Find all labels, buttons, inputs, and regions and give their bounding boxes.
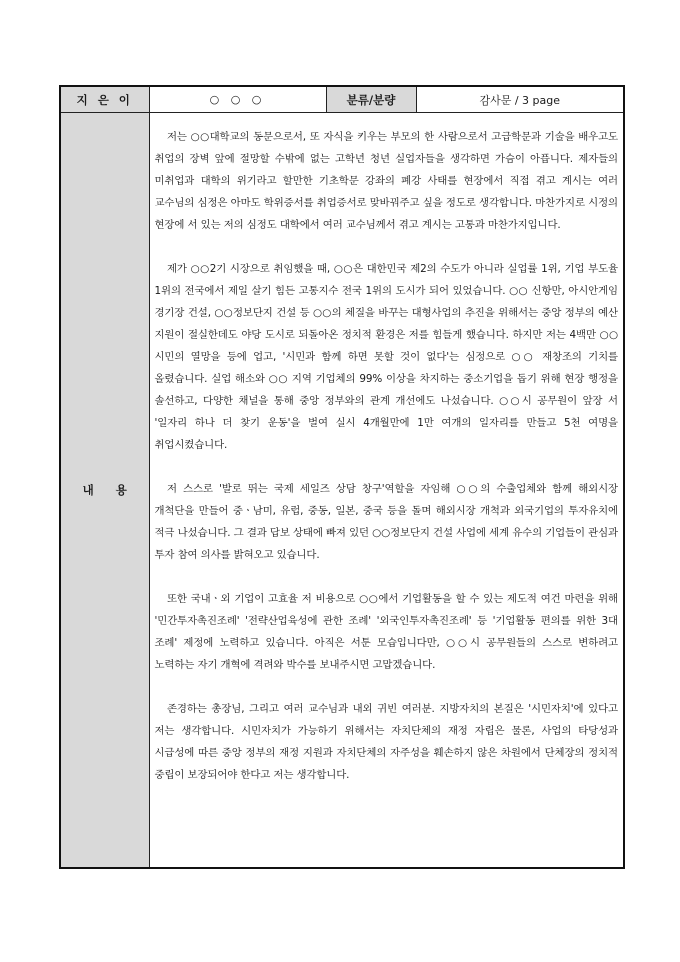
- paragraph-1: 저는 ○○대학교의 동문으로서, 또 자식을 키우는 부모의 한 사람으로서 고급학문과 기술을 배우고도 취업의 장벽 앞에 절망할 수밖에 없는 고학년 청년 실업자들을 생각하면 가슴이 아픕니다. 제자들의 미취업과 대학의 위기라고 할만한 기초학문 강좌의 폐강 사태를 현장에서 직접 겪고 계시는 여러 교수님의 심정은 아마도 학위증서를 취업증서로 맞바꿔주고 싶을 정도로 생각합니다. 마찬가지로 시정의 현장에 서 있는 저의 심정도 대학에서 여러 교수님께서 겪고 계시는 고통과 마찬가지입니다.: [154, 131, 618, 231]
- paragraph-2: 제가 ○○2기 시장으로 취임했을 때, ○○은 대한민국 제2의 수도가 아니라 실업률 1위, 기업 부도율 1위의 전국에서 제일 살기 힘든 고통지수 전국 1위의 도시가 되어 있었습니다. ○○ 신항만, 아시안게임 경기장 건설, ○○정보단지 건설 등 ○○의 체질을 바꾸는 대형사업의 추진을 위해서는 중앙 정부의 예산 지원이 절실한데도 야당 도시로 되돌아온 정치적 환경은 저를 힘들게 했습니다. 하지만 저는 4백만 ○○ 시민의 열망을 등에 업고, '시민과 함께 하면 못할 것이 없다'는 심정으로 ○○ 재창조의 기치를 올렸습니다. 실업 해소와 ○○ 지역 기업체의 99% 이상을 차지하는 중소기업을 돕기 위해 현장 행정을 솔선하고, 다양한 채널을 통해 중앙 정부와의 관계 개선에도 나섰습니다. ○○시 공무원이 앞장 서 '일자리 하나 더 찾기 운동'을 벌여 실시 4개월만에 1만 여개의 일자리를 만들고 5천 여명을 취업시켰습니다.: [154, 263, 618, 451]
- content-label: [60, 113, 149, 869]
- paragraph-5: 존경하는 총장님, 그리고 여러 교수님과 내외 귀빈 여러분. 지방자치의 본질은 '시민자치'에 있다고 저는 생각합니다. 시민자치가 가능하기 위해서는 자치단체의 재정 자립은 물론, 사업의 타당성과 시급성에 따른 중앙 정부의 재정 지원과 자치단체의 자주성을 훼손하지 않은 차원에서 단체장의 정치적 중립이 보장되어야 한다고 저는 생각합니다.: [154, 703, 618, 781]
- content-cell: [149, 113, 624, 869]
- content-label-text: 내 용: [82, 483, 127, 497]
- paragraph-4: 또한 국내ㆍ외 기업이 고효율 저 비용으로 ○○에서 기업활동을 할 수 있는 제도적 여건 마련을 위해 '민간투자촉진조례' '전략산업육성에 관한 조례' '외국인투자촉진조례' 등 '기업활동 편의를 위한 3대 조례' 제정에 노력하고 있습니다. 아직은 서툰 모습입니다만, ○○시 공무원들의 스스로 변하려고 노력하는 자기 개혁에 격려와 박수를 보내주시면 고맙겠습니다.: [154, 593, 618, 671]
- paragraph-3: 저 스스로 '발로 뛰는 국제 세일즈 상담 창구'역할을 자임해 ○○의 수출업체와 함께 해외시장 개척단을 만들어 중ㆍ남미, 유럽, 중동, 일본, 중국 등을 돌며 해외시장 개척과 외국기업의 투자유치에 적극 나섰습니다. 그 결과 답보 상태에 빠져 있던 ○○정보단지 건설 사업에 세계 유수의 기업들이 관심과 투자 참여 의사를 밝혀오고 있습니다.: [154, 483, 618, 561]
- category-value: 감사문 / 3 page: [416, 86, 624, 113]
- content-body: [150, 113, 624, 786]
- category-label: 분류/분량: [326, 86, 416, 113]
- author-value: ○ ○ ○: [149, 86, 326, 113]
- content-row: [60, 113, 624, 869]
- header-row: [60, 86, 624, 113]
- document-table: [59, 85, 625, 869]
- author-label: 지 은 이: [60, 86, 149, 113]
